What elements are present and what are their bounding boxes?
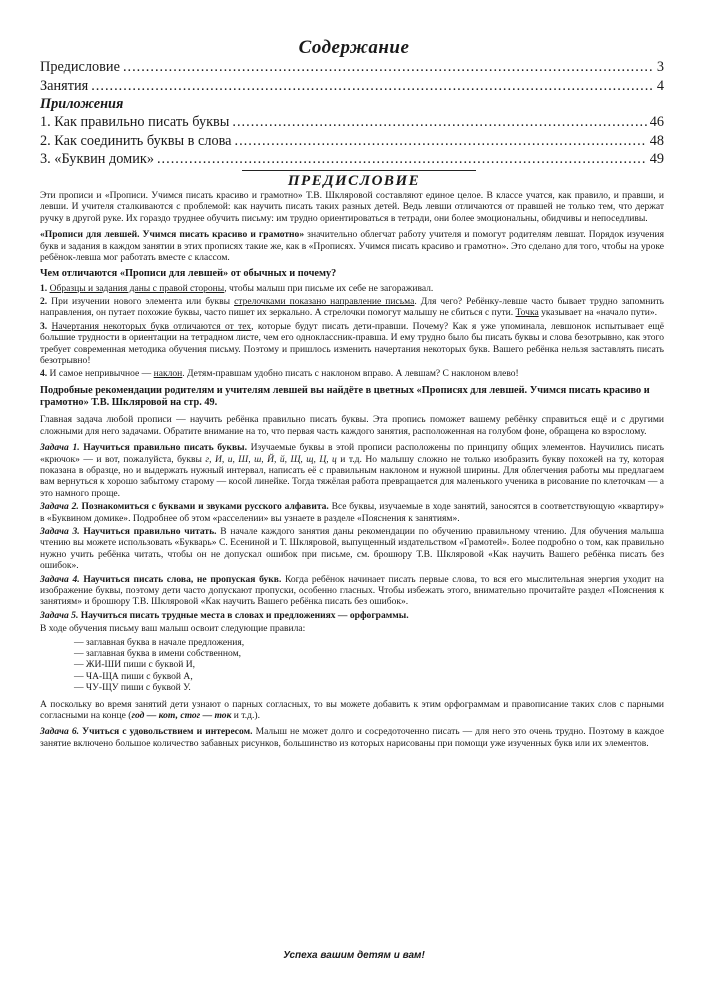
paragraph — [40, 229, 664, 263]
toc-appendix-heading: Приложения — [40, 96, 124, 113]
toc-leader — [91, 77, 654, 96]
item-number: 4. — [40, 368, 48, 380]
toc-item-page: 49 — [649, 151, 664, 168]
paragraph: В ходе обучения письму ваш малыш освоит следующие правила: — [40, 623, 306, 635]
task-paragraph — [40, 442, 664, 499]
text: и т.д. Но малышу сложно не только изобразить букву похожей на ту, которая показана в образце, но и выдержать нужный интервал, написать её с правильным наклоном и нужной ширины. Для облегчения работы мы предлагаем вам вернуться к хорошо забытому старому — косой линейке. Тогда тяжёлая работа превращается для маленького ученика в рисование по клеточкам — а это намного проще. — [40, 453, 664, 499]
toc-item-label: 2. Как соединить буквы в слова — [40, 132, 232, 149]
toc-item-label: 3. «Буквин домик» — [40, 151, 154, 168]
list-item — [40, 321, 664, 367]
underlined-text: Точка — [515, 307, 539, 319]
toc-item[interactable] — [40, 150, 664, 169]
task-label: Задача 2. — [40, 501, 79, 513]
text: Изучаемые буквы в этой прописи расположены по принципу общих элементов. Научились писать «крючок» — и вот, пожалуйста, буквы — [40, 442, 665, 465]
toc-item-label: Предисловие — [40, 59, 120, 75]
task-title: Научиться писать слова, не пропуская букв. — [79, 573, 282, 585]
task-paragraph — [40, 610, 664, 621]
text: . Для чего? Ребёнку-левше часто бывает трудно запомнить направления, он путает похожие буквы, часто пишет их зеркально. А стрелочки помогут малышу не сбиться с пути. — [40, 296, 664, 319]
bold-text: «Прописи для левшей. Учимся писать красиво и грамотно» — [40, 229, 305, 241]
toc-leader — [157, 150, 647, 169]
text: В начале каждого занятия даны рекомендации по обучению правильному чтению. Для обучения малыша чтению вы можете использовать «Букварь» С. Есениной и Т. Шкляровой, выпущенный издательством «Грамотей». Более подробно о том, как правильно нужно учить ребёнка читать, чтобы он не допускал ошибок при письме, см. брошюру Т.В. Шкляровой «Как научить Вашего ребёнка писать без ошибок». — [40, 525, 664, 572]
toc-item-page: 46 — [649, 114, 664, 131]
text: указывает на «начало пути». — [538, 307, 658, 319]
toc-item-page: 48 — [649, 132, 664, 149]
rule-item: — ЖИ-ШИ пиши с буквой И, — [74, 659, 196, 671]
toc-title: Содержание — [298, 37, 410, 58]
toc-item-label: Занятия — [40, 77, 89, 94]
table-of-contents — [40, 58, 664, 169]
toc-leader — [235, 132, 647, 151]
text: Малыш не может долго и сосредоточенно писать — для него это очень трудно. Поэтому в каждое занятие включено большое количество забавных рисунков, большинство из которых нарисованы при помощи уже изученных букв или их элементов. — [40, 726, 664, 749]
text: А поскольку во время занятий дети узнают о парных согласных, то вы можете добавить к этим орфограммам и правописание таких слов с парными согласными на конце ( — [40, 698, 664, 722]
task-label: Задача 3. — [40, 525, 80, 537]
task-label: Задача 6. — [40, 726, 80, 738]
task-title: Научиться правильно читать. — [79, 525, 217, 537]
preface-title: ПРЕДИСЛОВИЕ — [287, 173, 421, 189]
task-paragraph — [40, 574, 664, 608]
underlined-text: наклон — [153, 368, 183, 380]
text: значительно облегчат работу учителя и помогут родителям левшат. Порядок изучения букв и задания в каждом занятии в этих прописях такие же, как в «Прописях. Учимся писать красиво и грамотно». Это сделано для того, чтобы на уроке ребёнок-левша мог работать вместе с классом. — [40, 229, 664, 264]
underlined-text: стрелочками показано направление письма — [234, 296, 415, 308]
task-label: Задача 1. — [40, 442, 80, 454]
text: . Детям-правшам удобно писать с наклоном вправо. А левшам? С наклоном влево! — [182, 368, 519, 380]
text: и т.д.). — [231, 710, 260, 722]
underlined-text: Образцы и задания даны с правой стороны — [49, 282, 225, 294]
footer-wish: Успеха вашим детям и вам! — [283, 950, 425, 961]
text: Все буквы, изучаемые в ходе занятий, заносятся в соответствующую «квартиру» в «Буквином домике». Подробнее об этом «расселении» вы узнаете в разделе «Пояснения к занятиям». — [40, 501, 664, 524]
paragraph: Эти прописи и «Прописи. Учимся писать красиво и грамотно» Т.В. Шкляровой составляют единое целое. В классе учатся, как правило, и правши, и левши. И учителя сталкиваются с проблемой: как научить писать таких разных детей. Ведь левши отличаются от правшей не только тем, что держат ручку в другой руке. Их гораздо труднее обучить письму: им трудно ориентироваться в тетради, они более эмоциональны, обидчивы и непоседливы. — [40, 190, 664, 224]
section-heading: Чем отличаются «Прописи для левшей» от обычных и почему? — [40, 268, 337, 280]
item-number: 3. — [40, 320, 48, 332]
text: , которые будут писать дети-правши. Почему? Как я уже упоминала, левшонок испытывает ещё большие трудности в ориентации на тетрадном листе, чем его одноклассник-правша. И ему трудно было бы писать буквы и слова безотрывно, как этого требует современная методика обучения письму. Поэтому и пришлось изменить начертания некоторых букв. Вашего ребёнка нельзя заставлять писать безотрывно! — [40, 320, 664, 367]
rule-item: — заглавная буква в имени собственном, — [74, 648, 242, 660]
task-title: Познакомиться с буквами и звуками русского алфавита. — [78, 501, 329, 513]
task-label: Задача 5. — [40, 609, 79, 621]
paragraph — [40, 699, 664, 722]
preface-body — [40, 190, 664, 751]
item-number: 1. — [40, 282, 48, 294]
rule-item: — ЧУ-ЩУ пиши с буквой У. — [74, 682, 191, 694]
task-title: Учиться с удовольствием и интересом. — [79, 726, 253, 738]
toc-item-page: 3 — [656, 59, 664, 75]
divider — [242, 170, 476, 171]
paragraph: Главная задача любой прописи — научить ребёнка правильно писать буквы. Эта пропись поможет вашему ребёнку справиться ещё и с другими сложными для него задачами. Обратите внимание на то, что первая часть каждого занятия, расположенная на голубом фоне, обращена ко взрослому. — [40, 414, 664, 437]
toc-leader — [232, 113, 646, 132]
list-item — [40, 296, 664, 319]
rules-list — [40, 637, 664, 694]
rule-item: — ЧА-ЩА пиши с буквой А, — [74, 670, 193, 682]
toc-leader — [123, 58, 654, 77]
task-title: Научиться писать трудные места в словах и предложениях — орфограммы. — [78, 609, 409, 621]
toc-item[interactable] — [40, 77, 664, 96]
task-label: Задача 4. — [40, 573, 80, 585]
task-paragraph — [40, 526, 664, 572]
text: При изучении нового элемента или буквы — [47, 296, 235, 308]
text: , чтобы малыш при письме их себе не загораживал. — [224, 282, 434, 294]
task-paragraph — [40, 501, 664, 524]
toc-item-label: 1. Как правильно писать буквы — [40, 114, 230, 131]
list-item — [40, 283, 664, 294]
toc-item[interactable] — [40, 58, 664, 77]
text: Когда ребёнок начинает писать первые слова, то вся его мыслительная энергия уходит на изображение буквы, поэтому дети часто допускают пропуски, особенно гласных. Чтобы избежать этого, внимательно прочитайте раздел «Пояснения к занятиям» и брошюру Т.В. Шкляровой «Как научить Вашего ребёнка писать без ошибок». — [40, 573, 664, 608]
rule-item: — заглавная буква в начале предложения, — [74, 636, 245, 648]
toc-item[interactable] — [40, 132, 664, 151]
toc-item[interactable] — [40, 113, 664, 132]
toc-item-page: 4 — [656, 77, 664, 94]
example-words: год — кот, стог — ток — [131, 710, 232, 722]
letters: г, И, и, Ш, ш, Й, й, Щ, щ, Ц, ц — [205, 453, 337, 465]
section-heading: Подробные рекомендации родителям и учителям левшей вы найдёте в цветных «Прописях для левшей. Учимся писать красиво и грамотно» Т.В. Шкляровой на стр. 49. — [40, 384, 650, 409]
text: И самое непривычное — — [47, 368, 154, 380]
list-item — [40, 368, 664, 379]
task-title: Научиться правильно писать буквы. — [79, 442, 247, 454]
task-paragraph — [40, 726, 664, 749]
item-number: 2. — [40, 296, 48, 308]
underlined-text: Начертания некоторых букв отличаются от тех — [51, 320, 252, 332]
